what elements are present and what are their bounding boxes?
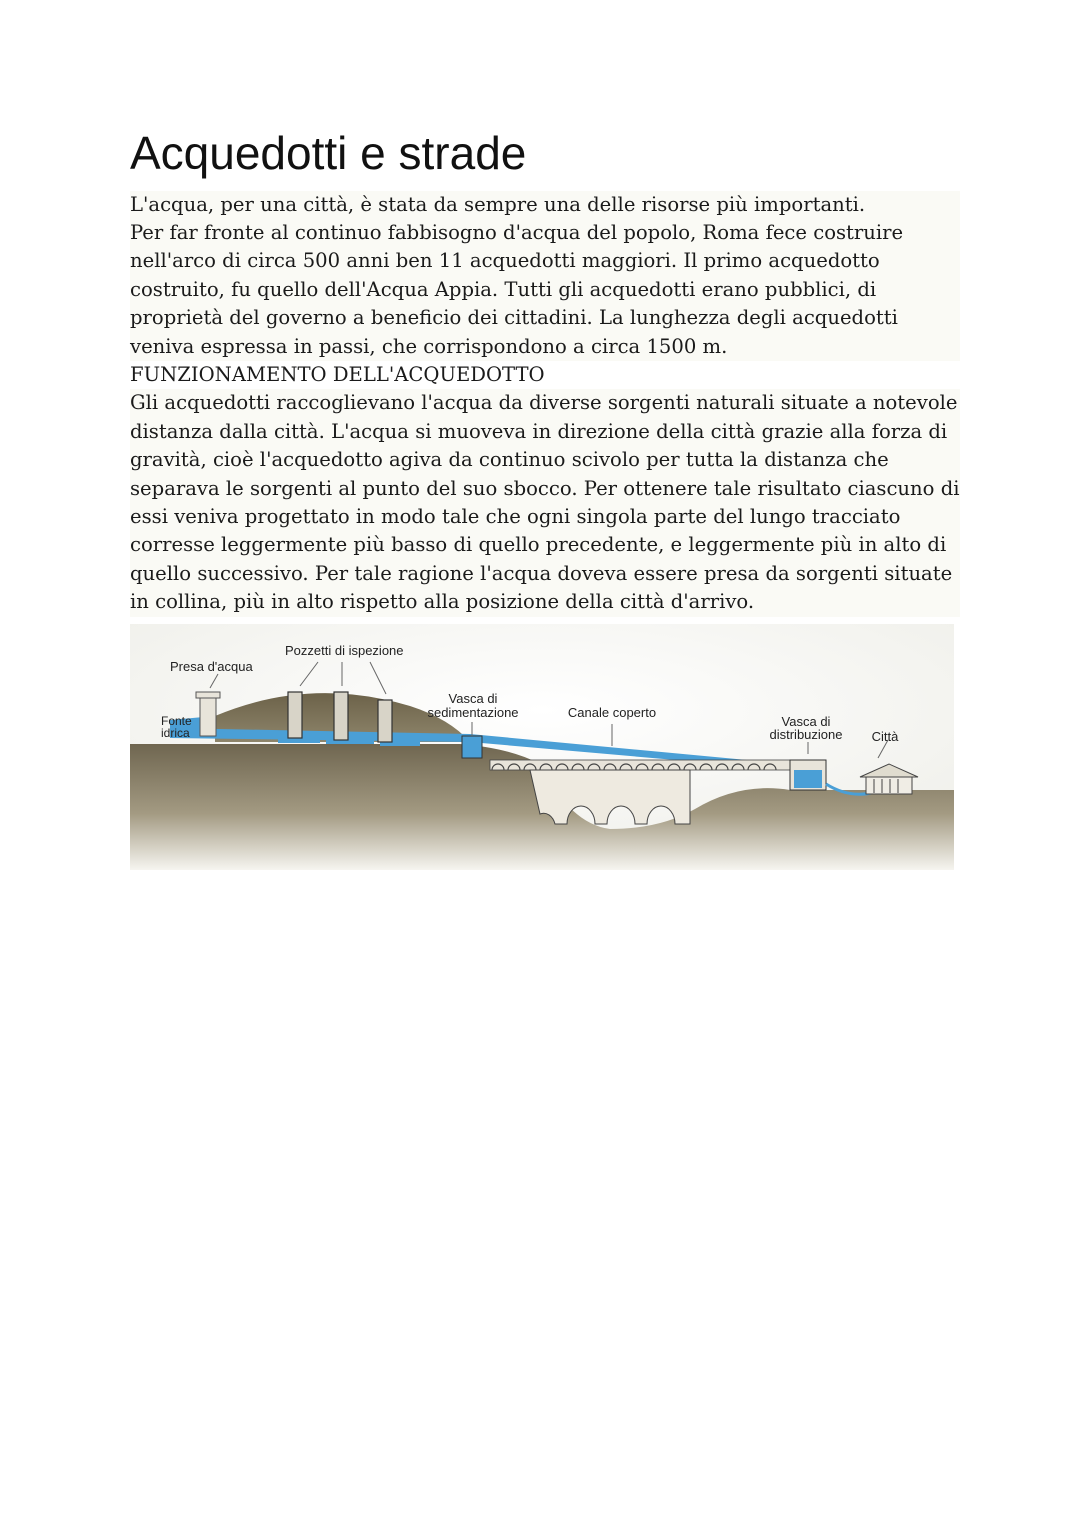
inspection-shaft-3: [378, 700, 392, 742]
section-heading: FUNZIONAMENTO DELL'ACQUEDOTTO: [130, 363, 545, 387]
label-vasca-sed-2: sedimentazione: [427, 705, 519, 720]
distribution-water: [794, 770, 822, 788]
label-pozzetti: Pozzetti di ispezione: [285, 643, 404, 658]
label-fonte-2: idrica: [161, 726, 190, 740]
page-title: Acquedotti e strade: [130, 127, 527, 179]
water-intake: [200, 696, 216, 736]
label-vasca-dist-1: Vasca di: [781, 714, 831, 729]
label-presa: Presa d'acqua: [170, 659, 253, 674]
inspection-shaft-2: [334, 692, 348, 740]
label-canale: Canale coperto: [567, 705, 657, 720]
label-vasca-sed-1: Vasca di: [448, 691, 498, 706]
sedimentation-tank: [462, 736, 482, 758]
water-intake-cap: [196, 692, 220, 698]
inspection-shaft-1: [288, 692, 302, 738]
paragraph-history: Per far fronte al continuo fabbisogno d'acqua del popolo, Roma fece costruire nell'arco di circa 500 anni ben 11 acquedotti maggiori. Il primo acquedotto costruito, fu quello dell'Acqua Appia. Tutti gli acquedotti erano pubblici, di proprietà del governo a beneficio dei cittadini. La lunghezza degli acquedotti veniva espressa in passi, che corrispondono a circa 1500 m.: [130, 219, 960, 361]
paragraph-intro: L'acqua, per una città, è stata da sempre una delle risorse più importanti.: [130, 191, 960, 219]
label-fonte-1: Fonte: [161, 714, 192, 728]
document-page: [130, 128, 960, 617]
body-text: [130, 191, 960, 617]
paragraph-function: Gli acquedotti raccoglievano l'acqua da diverse sorgenti naturali situate a notevole distanza dalla città. L'acqua si muoveva in direzione della città grazie alla forza di gravità, cioè l'acquedotto agiva da continuo scivolo per tutta la distanza che separava le sorgenti al punto del suo sbocco. Per ottenere tale risultato ciascuno di essi veniva progettato in modo tale che ogni singola parte del lungo tracciato corresse leggermente più basso di quello precedente, e leggermente più in alto di quello successivo. Per tale ragione l'acqua doveva essere presa da sorgenti situate in collina, più in alto rispetto alla posizione della città d'arrivo.: [130, 389, 960, 616]
label-citta: Città: [871, 729, 899, 744]
label-vasca-dist-2: distribuzione: [769, 727, 843, 742]
tunnel-dip-2: [326, 738, 374, 744]
aqueduct-diagram: [130, 624, 954, 870]
